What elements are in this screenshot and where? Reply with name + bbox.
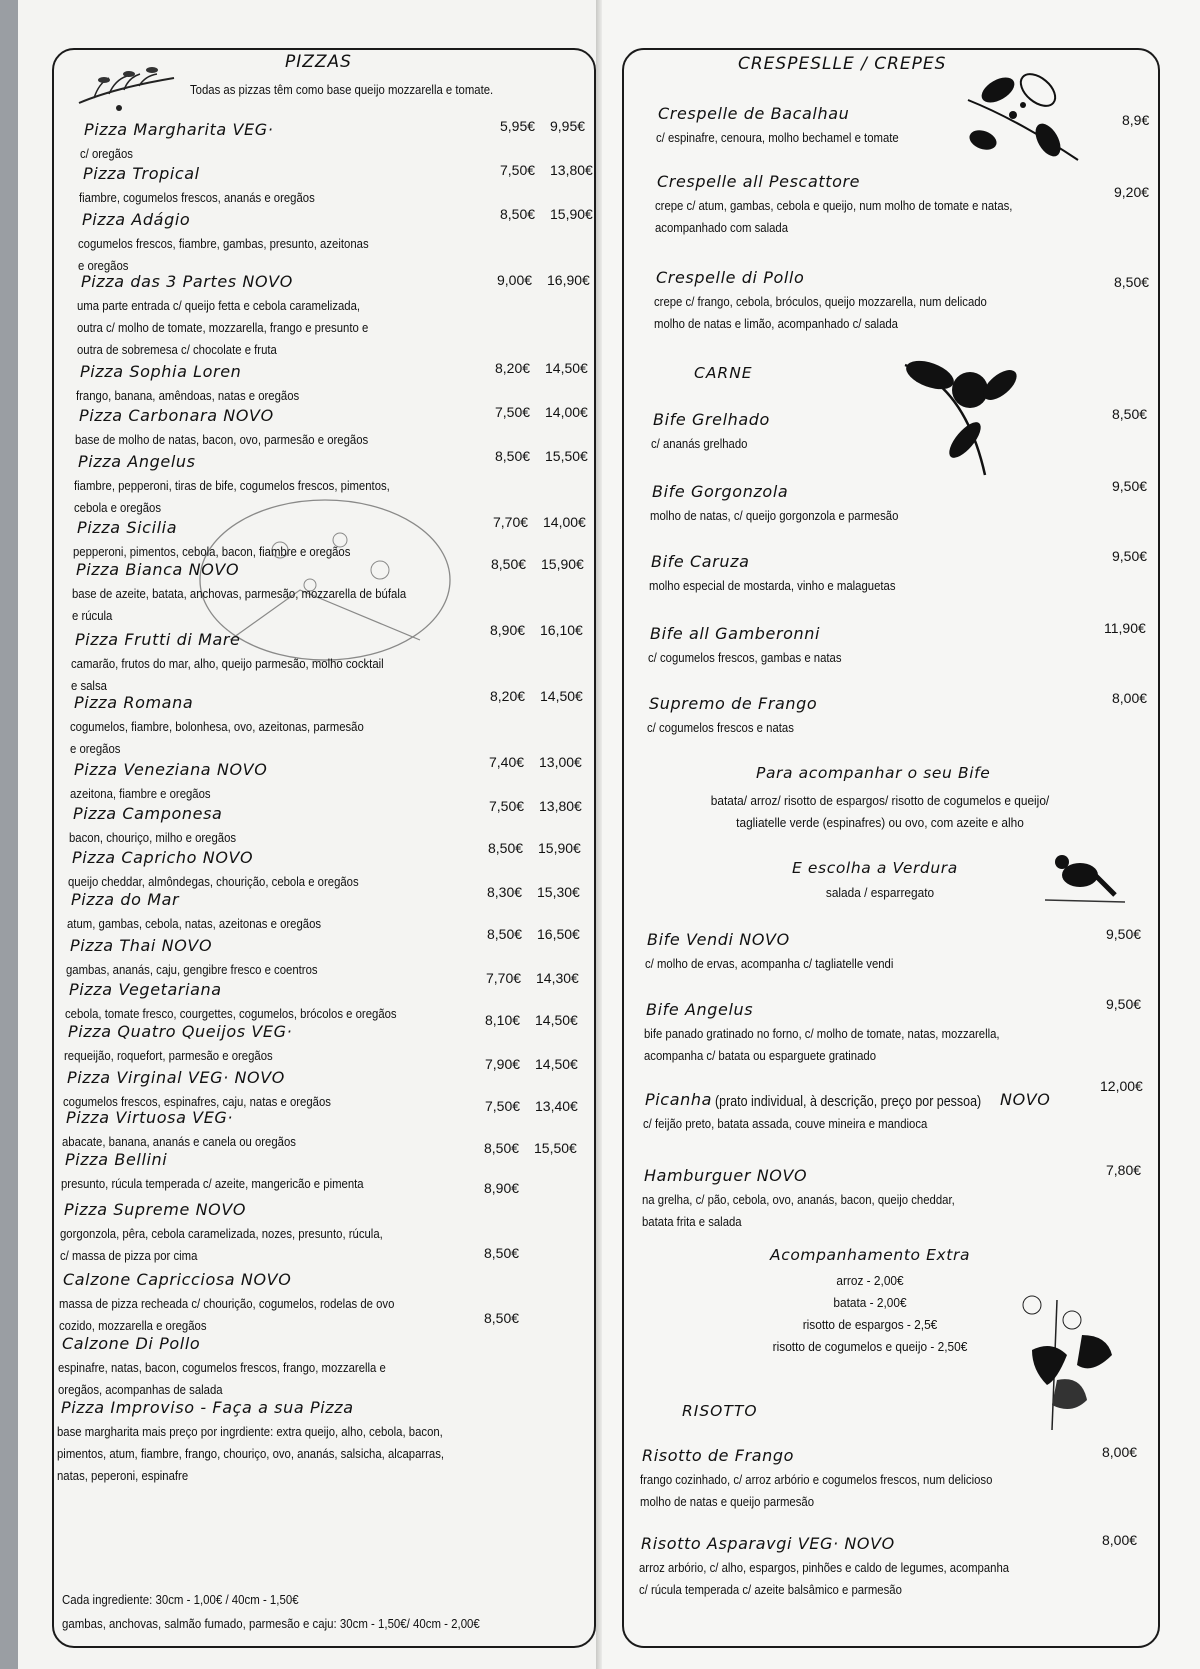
pizza-price-40cm: 15,30€ xyxy=(537,884,580,900)
carne-price: 9,50€ xyxy=(1112,548,1148,564)
carne-name: Bife Vendi NOVO xyxy=(647,930,790,949)
pizza-price-30cm: 8,90€ xyxy=(484,1180,520,1196)
pizza-price-40cm: 16,10€ xyxy=(540,622,583,638)
carne-name: Bife Caruza xyxy=(651,552,750,571)
carne-name-tag: NOVO xyxy=(1000,1090,1051,1109)
pizza-price-40cm: 15,50€ xyxy=(545,448,588,464)
pizza-description: cogumelos, fiambre, bolonhesa, ovo, azeitonas, parmesão xyxy=(70,719,364,734)
pizza-name: Pizza Romana xyxy=(74,693,194,712)
pizzas-intro: Todas as pizzas têm como base queijo mozzarella e tomate. xyxy=(190,82,494,97)
crepe-price: 9,20€ xyxy=(1114,184,1150,200)
pizza-description: queijo cheddar, almôndegas, chourição, cebola e oregãos xyxy=(68,874,359,889)
pizza-price-40cm: 13,80€ xyxy=(539,798,582,814)
pizza-description: natas, peperoni, espinafre xyxy=(57,1468,189,1483)
pizza-description: base margharita mais preço por ingrdiente: extra queijo, alho, cebola, bacon, xyxy=(57,1424,443,1439)
risotto-description: frango cozinhado, c/ arroz arbório e cogumelos frescos, num delicioso xyxy=(640,1472,993,1487)
pizza-price-30cm: 8,50€ xyxy=(488,840,524,856)
crepe-description: molho de natas e limão, acompanhado c/ salada xyxy=(654,316,898,331)
carne-description: c/ cogumelos frescos, gambas e natas xyxy=(648,650,842,665)
pizza-description: base de azeite, batata, anchovas, parmesão, mozzarella de búfala xyxy=(72,586,407,601)
carne-description: bife panado gratinado no forno, c/ molho de tomate, natas, mozzarella, xyxy=(644,1026,1000,1041)
risotto-title: RISOTTO xyxy=(682,1402,758,1420)
pizza-price-30cm: 8,50€ xyxy=(491,556,527,572)
pizza-description: requeijão, roquefort, parmesão e oregãos xyxy=(64,1048,273,1063)
pizza-price-30cm: 7,50€ xyxy=(485,1098,521,1114)
pizza-description: fiambre, cogumelos frescos, ananás e oregãos xyxy=(79,190,315,205)
pizza-description: e salsa xyxy=(71,678,107,693)
risotto-description: molho de natas e queijo parmesão xyxy=(640,1494,815,1509)
pizza-price-30cm: 7,90€ xyxy=(485,1056,521,1072)
crepe-description: crepe c/ atum, gambas, cebola e queijo, num molho de tomate e natas, xyxy=(655,198,1013,213)
pizza-description: cebola, tomate fresco, courgettes, cogumelos, brócolos e oregãos xyxy=(65,1006,397,1021)
carne-price: 12,00€ xyxy=(1100,1078,1143,1094)
pizza-price-40cm: 14,00€ xyxy=(545,404,588,420)
pizza-price-30cm: 8,50€ xyxy=(495,448,531,464)
veg-title: E escolha a Verdura xyxy=(792,859,958,877)
pizza-price-30cm: 8,50€ xyxy=(484,1140,520,1156)
pizza-name: Pizza Adágio xyxy=(82,210,191,229)
pizza-price-30cm: 7,50€ xyxy=(500,162,536,178)
pizza-name: Pizza Carbonara NOVO xyxy=(79,406,274,425)
pizza-name: Calzone Capricciosa NOVO xyxy=(63,1270,292,1289)
pizza-description: abacate, banana, ananás e canela ou oregãos xyxy=(62,1134,296,1149)
side-line-2: tagliatelle verde (espinafres) ou ovo, com azeite e alho xyxy=(736,815,1024,830)
pizzas-title: PIZZAS xyxy=(285,52,352,72)
pizza-price-40cm: 14,50€ xyxy=(535,1056,578,1072)
pizza-price-30cm: 7,50€ xyxy=(495,404,531,420)
veg-line: salada / esparregato xyxy=(825,885,935,900)
premium-ingredient-price-note: gambas, anchovas, salmão fumado, parmesão e caju: 30cm - 1,50€/ 40cm - 2,00€ xyxy=(62,1616,480,1631)
pizza-description: cozido, mozzarella e oregãos xyxy=(59,1318,207,1333)
pizza-price-40cm: 14,50€ xyxy=(540,688,583,704)
carne-name: Hamburguer NOVO xyxy=(644,1166,808,1185)
pizza-description: cogumelos frescos, espinafres, caju, natas e oregãos xyxy=(63,1094,331,1109)
carne-description: na grelha, c/ pão, cebola, ovo, ananás, bacon, queijo cheddar, xyxy=(642,1192,955,1207)
extra-line: risotto de cogumelos e queijo - 2,50€ xyxy=(772,1339,968,1354)
pizza-description: outra de sobremesa c/ chocolate e fruta xyxy=(77,342,277,357)
pizza-description: camarão, frutos do mar, alho, queijo parmesão, molho cocktail xyxy=(71,656,384,671)
pizza-description: espinafre, natas, bacon, cogumelos frescos, frango, mozzarella e xyxy=(58,1360,386,1375)
pizza-name: Pizza Tropical xyxy=(83,164,200,183)
pizza-price-40cm: 14,30€ xyxy=(536,970,579,986)
pizza-description: bacon, chouriço, milho e oregãos xyxy=(69,830,237,845)
crepe-description: acompanhado com salada xyxy=(655,220,789,235)
pizza-price-30cm: 7,50€ xyxy=(489,798,525,814)
carne-price: 9,50€ xyxy=(1106,926,1142,942)
pizza-description: cebola e oregãos xyxy=(74,500,162,515)
pizza-price-30cm: 7,70€ xyxy=(486,970,522,986)
crepe-name: Crespelle di Pollo xyxy=(656,268,805,287)
pizza-description: gambas, ananás, caju, gengibre fresco e coentros xyxy=(66,962,318,977)
crepe-description: c/ espinafre, cenoura, molho bechamel e tomate xyxy=(656,130,899,145)
pizza-price-30cm: 8,20€ xyxy=(495,360,531,376)
pizza-price-40cm: 15,90€ xyxy=(538,840,581,856)
pizza-price-40cm: 15,50€ xyxy=(534,1140,577,1156)
pizza-description: uma parte entrada c/ queijo fetta e cebola caramelizada, xyxy=(77,298,361,313)
pizza-name: Pizza Sicilia xyxy=(77,518,178,537)
crepe-description: crepe c/ frango, cebola, bróculos, queijo mozzarella, num delicado xyxy=(654,294,987,309)
carne-description: c/ ananás grelhado xyxy=(651,436,748,451)
carne-title: CARNE xyxy=(694,364,753,382)
pizza-price-30cm: 8,30€ xyxy=(487,884,523,900)
pizza-price-30cm: 5,95€ xyxy=(500,118,536,134)
pizza-name: Pizza Improviso - Faça a sua Pizza xyxy=(61,1398,354,1417)
carne-description: acompanha c/ batata ou esparguete gratinado xyxy=(644,1048,877,1063)
carne-price: 7,80€ xyxy=(1106,1162,1142,1178)
carne-description: c/ molho de ervas, acompanha c/ tagliatelle vendi xyxy=(645,956,894,971)
pizza-name: Pizza Capricho NOVO xyxy=(72,848,254,867)
carne-description: c/ feijão preto, batata assada, couve mineira e mandioca xyxy=(643,1116,928,1131)
carne-name: Bife all Gamberonni xyxy=(650,624,821,643)
pizza-price-40cm: 16,50€ xyxy=(537,926,580,942)
pizza-price-40cm: 16,90€ xyxy=(547,272,590,288)
pizza-description: presunto, rúcula temperada c/ azeite, mangericão e pimenta xyxy=(61,1176,364,1191)
pizza-price-40cm: 9,95€ xyxy=(550,118,586,134)
carne-price: 11,90€ xyxy=(1104,620,1146,636)
pizza-price-30cm: 8,50€ xyxy=(484,1245,520,1261)
pizza-description: fiambre, pepperoni, tiras de bife, cogumelos frescos, pimentos, xyxy=(74,478,390,493)
pizza-description: massa de pizza recheada c/ chourição, cogumelos, rodelas de ovo xyxy=(59,1296,395,1311)
strawberry-illustration-icon xyxy=(1002,1280,1127,1435)
extra-line: batata - 2,00€ xyxy=(833,1295,907,1310)
pizza-description: c/ oregãos xyxy=(80,146,133,161)
pizza-price-40cm: 15,90€ xyxy=(550,206,593,222)
pizza-price-40cm: 15,90€ xyxy=(541,556,584,572)
pizza-price-30cm: 9,00€ xyxy=(497,272,533,288)
risotto-description: arroz arbório, c/ alho, espargos, pinhões e caldo de legumes, acompanha xyxy=(639,1560,1010,1575)
pizza-description: e oregãos xyxy=(70,741,121,756)
pizza-name: Pizza Virginal VEG· NOVO xyxy=(67,1068,285,1087)
pizza-description: frango, banana, amêndoas, natas e oregãos xyxy=(76,388,300,403)
pizza-name: Pizza do Mar xyxy=(71,890,180,909)
pizza-name: Pizza Angelus xyxy=(78,452,196,471)
carne-price: 9,50€ xyxy=(1106,996,1142,1012)
pizza-description: pepperoni, pimentos, cebola, bacon, fiambre e oregãos xyxy=(73,544,351,559)
carne-description: c/ cogumelos frescos e natas xyxy=(647,720,794,735)
carne-name: Bife Gorgonzola xyxy=(652,482,789,501)
pizza-price-40cm: 14,00€ xyxy=(543,514,586,530)
side-line-1: batata/ arroz/ risotto de espargos/ risotto de cogumelos e queijo/ xyxy=(710,793,1050,808)
crepes-title: CRESPESLLE / CREPES xyxy=(738,54,947,74)
pizza-price-40cm: 13,40€ xyxy=(535,1098,578,1114)
pizza-price-30cm: 8,50€ xyxy=(487,926,523,942)
pizza-price-30cm: 8,10€ xyxy=(485,1012,521,1028)
pizza-description: outra c/ molho de tomate, mozzarella, frango e presunto e xyxy=(77,320,369,335)
pizza-price-40cm: 13,80€ xyxy=(550,162,593,178)
pizza-description: e rúcula xyxy=(72,608,113,623)
pizza-name: Pizza Vegetariana xyxy=(69,980,222,999)
carne-price: 9,50€ xyxy=(1112,478,1148,494)
pizza-name: Pizza Margharita VEG· xyxy=(84,120,274,139)
pizza-name: Pizza Camponesa xyxy=(73,804,223,823)
pizza-description: cogumelos frescos, fiambre, gambas, presunto, azeitonas xyxy=(78,236,369,251)
crepe-name: Crespelle all Pescattore xyxy=(657,172,861,191)
pizza-price-30cm: 8,90€ xyxy=(490,622,526,638)
carne-name: Picanha xyxy=(645,1090,712,1109)
pizza-price-30cm: 7,70€ xyxy=(493,514,529,530)
risotto-description: c/ rúcula temperada c/ azeite balsâmico e parmesão xyxy=(639,1582,902,1597)
bird-illustration-icon xyxy=(1040,840,1130,910)
basil-illustration-icon xyxy=(958,60,1088,170)
carne-name-detail: (prato individual, à descrição, preço por pessoa) xyxy=(715,1094,982,1110)
carne-description: molho de natas, c/ queijo gorgonzola e parmesão xyxy=(650,508,899,523)
pizza-description: c/ massa de pizza por cima xyxy=(60,1248,198,1263)
side-title: Para acompanhar o seu Bife xyxy=(756,764,991,782)
pizza-name: Pizza Veneziana NOVO xyxy=(74,760,268,779)
extra-title: Acompanhamento Extra xyxy=(770,1246,971,1264)
pizza-price-30cm: 8,50€ xyxy=(500,206,536,222)
pizza-price-30cm: 7,40€ xyxy=(489,754,525,770)
extra-line: risotto de espargos - 2,5€ xyxy=(802,1317,938,1332)
pizza-name: Pizza Thai NOVO xyxy=(70,936,213,955)
carne-name: Supremo de Frango xyxy=(649,694,818,713)
carne-description: batata frita e salada xyxy=(642,1214,742,1229)
pizza-description: gorgonzola, pêra, cebola caramelizada, nozes, presunto, rúcula, xyxy=(60,1226,383,1241)
carne-name: Bife Angelus xyxy=(646,1000,754,1019)
pizza-description: azeitona, fiambre e oregãos xyxy=(70,786,211,801)
pizza-description: base de molho de natas, bacon, ovo, parmesão e oregãos xyxy=(75,432,369,447)
risotto-price: 8,00€ xyxy=(1102,1532,1138,1548)
crepe-price: 8,9€ xyxy=(1122,112,1150,128)
pizza-name: Pizza Quatro Queijos VEG· xyxy=(68,1022,293,1041)
pizza-name: Pizza Sophia Loren xyxy=(80,362,242,381)
risotto-name: Risotto de Frango xyxy=(642,1446,795,1465)
carne-price: 8,00€ xyxy=(1112,690,1148,706)
pizza-name: Pizza Bellini xyxy=(65,1150,168,1169)
pizza-name: Pizza Supreme NOVO xyxy=(64,1200,247,1219)
carne-name: Bife Grelhado xyxy=(653,410,770,429)
carne-price: 8,50€ xyxy=(1112,406,1148,422)
herb-illustration-icon xyxy=(74,58,184,118)
ingredient-price-note: Cada ingrediente: 30cm - 1,00€ / 40cm - 1,50€ xyxy=(62,1592,299,1607)
pizza-price-40cm: 14,50€ xyxy=(535,1012,578,1028)
page-fold xyxy=(596,0,602,1669)
carne-description: molho especial de mostarda, vinho e malaguetas xyxy=(649,578,896,593)
crepe-name: Crespelle de Bacalhau xyxy=(658,104,850,123)
pizza-description: e oregãos xyxy=(78,258,129,273)
pizza-name: Pizza das 3 Partes NOVO xyxy=(81,272,293,291)
extra-line: arroz - 2,00€ xyxy=(836,1273,904,1288)
risotto-name: Risotto Asparavgi VEG· NOVO xyxy=(641,1534,895,1553)
crepe-price: 8,50€ xyxy=(1114,274,1150,290)
pizza-name: Pizza Frutti di Mare xyxy=(75,630,241,649)
pizza-name: Pizza Bianca NOVO xyxy=(76,560,240,579)
tomato-branch-illustration-icon xyxy=(895,345,1030,480)
pizza-name: Pizza Virtuosa VEG· xyxy=(66,1108,234,1127)
pizza-description: oregãos, acompanhas de salada xyxy=(58,1382,223,1397)
pizza-price-30cm: 8,20€ xyxy=(490,688,526,704)
pizza-description: atum, gambas, cebola, natas, azeitonas e oregãos xyxy=(67,916,322,931)
risotto-price: 8,00€ xyxy=(1102,1444,1138,1460)
pizza-description: pimentos, atum, fiambre, frango, chouriço, ovo, ananás, salsicha, alcaparras, xyxy=(57,1446,445,1461)
pizza-price-40cm: 13,00€ xyxy=(539,754,582,770)
pizza-price-40cm: 14,50€ xyxy=(545,360,588,376)
pizza-name: Calzone Di Pollo xyxy=(62,1334,201,1353)
pizza-price-30cm: 8,50€ xyxy=(484,1310,520,1326)
